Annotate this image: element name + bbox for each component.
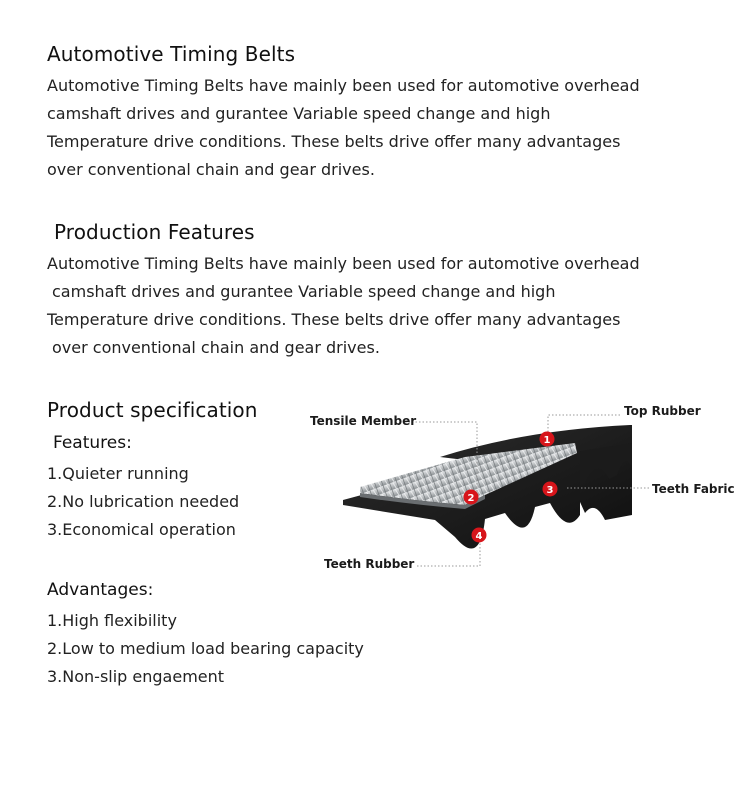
marker-4 [472, 528, 487, 543]
svg-text:3: 3 [546, 485, 554, 496]
timing-belt-diagram [305, 395, 745, 580]
marker-2 [464, 490, 479, 505]
advantage-item: 3.Non-slip engaement [47, 667, 225, 686]
section-title-product-specification: Product specification [47, 398, 258, 422]
description-line: Temperature drive conditions. These belts drive offer many advantages [47, 132, 621, 151]
section-description-automotive-timing-belts [47, 72, 640, 184]
advantage-item: 2.Low to medium load bearing capacity [47, 639, 364, 658]
description-line: Automotive Timing Belts have mainly been used for automotive overhead [47, 76, 640, 95]
svg-text:4: 4 [475, 531, 483, 542]
advantage-item: 1.High flexibility [47, 611, 177, 630]
svg-text:2: 2 [467, 493, 475, 504]
advantages-list [47, 607, 364, 691]
advantages-title: Advantages: [47, 580, 154, 600]
description-line: camshaft drives and gurantee Variable speed change and high [47, 104, 551, 123]
label-top-rubber: Top Rubber [624, 404, 701, 418]
marker-1 [540, 432, 555, 447]
features-list [47, 460, 239, 544]
feature-item: 1.Quieter running [47, 464, 189, 483]
label-tensile-member: Tensile Member [310, 414, 417, 428]
section-title-automotive-timing-belts: Automotive Timing Belts [47, 42, 296, 66]
feature-item: 2.No lubrication needed [47, 492, 240, 511]
feature-item: 3.Economical operation [47, 520, 236, 539]
description-line: camshaft drives and gurantee Variable speed change and high [52, 282, 556, 301]
section-description-production-features [47, 250, 640, 362]
svg-text:1: 1 [543, 435, 551, 446]
label-teeth-rubber: Teeth Rubber [324, 557, 415, 571]
description-line: Temperature drive conditions. These belts drive offer many advantages [47, 310, 621, 329]
description-line: Automotive Timing Belts have mainly been used for automotive overhead [47, 254, 640, 273]
description-line: over conventional chain and gear drives. [52, 338, 380, 357]
description-line: over conventional chain and gear drives. [47, 160, 375, 179]
section-title-production-features: Production Features [54, 220, 255, 244]
features-title: Features: [53, 433, 132, 453]
marker-3 [543, 482, 558, 497]
label-teeth-fabric: Teeth Fabric [652, 482, 735, 496]
